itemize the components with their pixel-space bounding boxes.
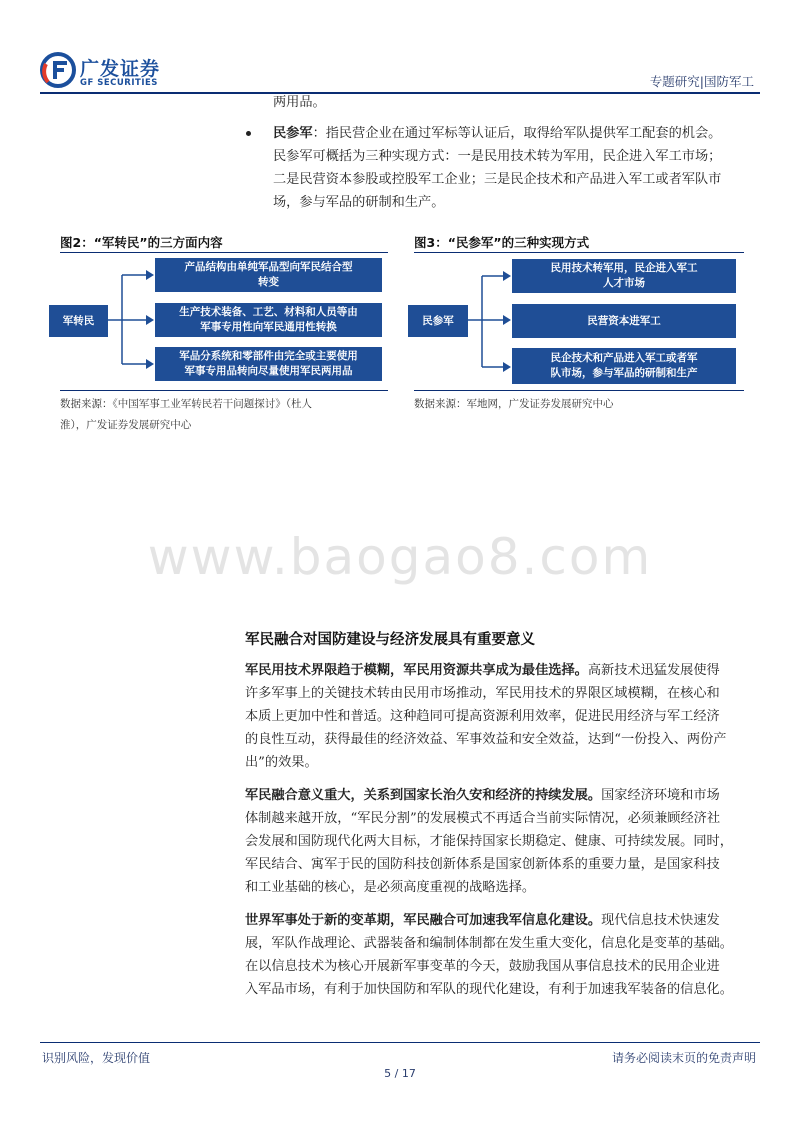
figure-3-source: 数据来源：军地网，广发证券发展研究中心 (414, 398, 614, 410)
figure-3-title: 图3：“民参军”的三种实现方式 (414, 235, 590, 250)
figure-2-top-rule (60, 252, 388, 253)
paragraph-3: 世界军事处于新的变革期，军民融合可加速我军信息化建设。现代信息技术快速发 展，军队作战理论、武器装备和编制体制都在发生重大变化，信息化是变革的基础。 在以信息技术为核心开展新军事变革的今天，鼓励我国从事信息技术的民用企业进 入军品市场，有利于加快国防和军队的现代化建设，有利于加速我军装备的信息化。 (245, 913, 733, 997)
paragraph-2: 军民融合意义重大，关系到国家长治久安和经济的持续发展。国家经济环境和市场 体制越来越开放，“军民分割”的发展模式不再适合当前实际情况，必须兼顾经济社 会发展和国防现代化两大目标，才能保持国家长期稳定、健康、可持续发展。同时， 军民结合、寓军于民的国防科技创新体系是国家创新体系的重要力量，是国家科技 和工业基础的核心，是必须高度重视的战略选择。 (245, 788, 733, 895)
figure-3-top-rule (414, 252, 744, 253)
section-title: 军民融合对国防建设与经济发展具有重要意义 (245, 632, 535, 648)
figure-3-root-node: 民参军 (408, 305, 468, 337)
footer-divider (40, 1042, 760, 1043)
watermark: www.baogao8.com (147, 528, 653, 586)
figure-3-branch-1: 民用技术转军用，民企进入军工 人才市场 (512, 259, 736, 293)
company-logo (40, 52, 180, 92)
figure-3-branch-3: 民企技术和产品进入军工或者军 队市场，参与军品的研制和生产 (512, 348, 736, 384)
figure-2-source: 数据来源：《中国军事工业军转民若干问题探讨》（杜人 淮），广发证券发展研究中心 (60, 398, 312, 431)
gf-logo-icon (40, 52, 76, 88)
footer-slogan: 识别风险，发现价值 (42, 1051, 151, 1065)
paragraph-1: 军民用技术界限趋于模糊，军民用资源共享成为最佳选择。高新技术迅猛发展使得 许多军事上的关键技术转由民用市场推动，军民用技术的界限区域模糊，在核心和 本质上更加中性和普适。这种趋同可提高资源利用效率，促进民用经济与军工经济 的良性互动，获得最佳的经济效益、军事效益和安全效益，达到“一份投入、两份产 出”的效果。 (245, 663, 727, 770)
logo-text-en: GF SECURITIES (80, 78, 158, 88)
figure-2-bottom-rule (60, 390, 388, 391)
bullet-paragraph (273, 122, 763, 214)
continued-line: 两用品。 (273, 95, 326, 110)
bullet-title: 民参军 (273, 126, 313, 141)
page-number: 5 / 17 (384, 1067, 416, 1080)
paragraph-3-lead: 世界军事处于新的变革期，军民融合可加速我军信息化建设。 (245, 913, 602, 928)
figure-2-title: 图2：“军转民”的三方面内容 (60, 235, 223, 250)
report-section-label: 专题研究|国防军工 (649, 74, 754, 89)
bullet-icon (246, 131, 251, 136)
bullet-line-3: 二是民营资本参股或控股军工企业；三是民企技术和产品进入军工或者军队市 (273, 172, 722, 187)
bullet-line-2: 民参军可概括为三种实现方式：一是民用技术转为军用，民企进入军工市场； (273, 149, 722, 164)
paragraph-2-lead: 军民融合意义重大，关系到国家长治久安和经济的持续发展。 (245, 788, 602, 803)
footer-disclaimer: 请务必阅读末页的免责声明 (611, 1051, 756, 1065)
bullet-line-4: 场，参与军品的研制和生产。 (273, 195, 445, 210)
figure-2-branch-3: 军品分系统和零部件由完全或主要使用 军事专用品转向尽量使用军民两用品 (155, 347, 382, 381)
figure-2-branch-1: 产品结构由单纯军品型向军民结合型 转变 (155, 258, 382, 292)
figure-3-branch-2: 民营资本进军工 (512, 304, 736, 338)
bullet-line-1: 民参军：指民营企业在通过军标等认证后，取得给军队提供军工配套的机会。 (273, 126, 722, 141)
figure-2-branch-2: 生产技术装备、工艺、材料和人员等由 军事专用性向军民通用性转换 (155, 303, 382, 337)
paragraph-1-lead: 军民用技术界限趋于模糊，军民用资源共享成为最佳选择。 (245, 663, 588, 678)
figure-3-bottom-rule (414, 390, 744, 391)
header-divider (40, 92, 760, 94)
logo-text-cn: 广发证券 (80, 58, 161, 80)
figure-2-root-node: 军转民 (49, 305, 108, 337)
